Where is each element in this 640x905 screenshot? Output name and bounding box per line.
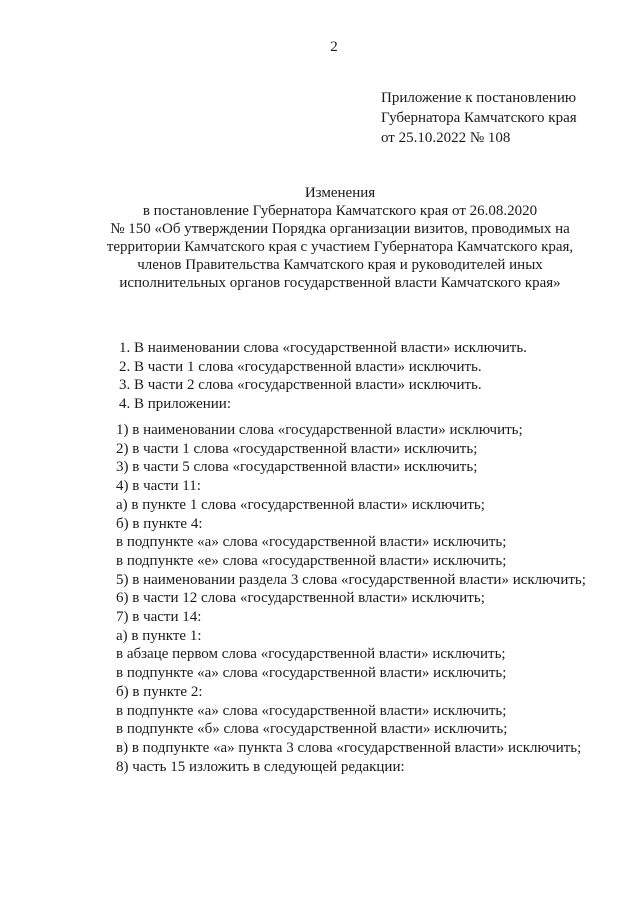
appendix-line: от 25.10.2022 № 108	[381, 130, 511, 146]
list-item: 6) в части 12 слова «государственной власти» исключить;	[116, 590, 485, 607]
list-item: 4) в части 11:	[116, 478, 201, 495]
list-item: а) в пункте 1 слова «государственной власти» исключить;	[116, 496, 485, 513]
list-item: в подпункте «е» слова «государственной власти» исключить;	[116, 552, 507, 569]
title-line: в постановление Губернатора Камчатского края от 26.08.2020	[142, 203, 538, 219]
list-item: в) в подпункте «а» пункта 3 слова «государственной власти» исключить;	[116, 739, 582, 756]
appendix-line: Губернатора Камчатского края	[381, 110, 577, 126]
title-line: № 150 «Об утверждении Порядка организации визитов, проводимых на	[110, 221, 570, 237]
list-item: 1) в наименовании слова «государственной власти» исключить;	[116, 422, 523, 438]
list-item: 3. В части 2 слова «государственной власти» исключить.	[119, 377, 482, 393]
list-item: 1. В наименовании слова «государственной власти» исключить.	[119, 340, 527, 356]
appendix-header	[381, 88, 577, 148]
list-item: в подпункте «б» слова «государственной власти» исключить;	[116, 721, 508, 738]
list-item: 7) в части 14:	[116, 609, 202, 626]
list-item: 2. В части 1 слова «государственной власти» исключить.	[119, 358, 482, 375]
title-line: исполнительных органов государственной власти Камчатского края»	[119, 275, 561, 291]
list-item: 4. В приложении:	[119, 395, 231, 412]
list-item: 3) в части 5 слова «государственной власти» исключить;	[116, 459, 478, 476]
list-item: 5) в наименовании раздела 3 слова «государственной власти» исключить;	[116, 571, 586, 588]
list-item: а) в пункте 1:	[116, 627, 202, 644]
document-title	[90, 184, 590, 292]
list-item: в подпункте «а» слова «государственной власти» исключить;	[116, 702, 507, 719]
list-item: 8) часть 15 изложить в следующей редакции:	[116, 758, 405, 775]
list-item: в абзаце первом слова «государственной власти» исключить;	[116, 646, 506, 663]
title-line: Изменения	[304, 185, 376, 201]
amendment-list	[116, 421, 586, 776]
appendix-line: Приложение к постановлению	[381, 90, 577, 106]
list-item: в подпункте «а» слова «государственной власти» исключить;	[116, 665, 507, 682]
list-item: б) в пункте 2:	[116, 683, 203, 700]
list-item: в подпункте «а» слова «государственной власти» исключить;	[116, 534, 507, 551]
title-line: членов Правительства Камчатского края и руководителей иных	[137, 257, 543, 273]
list-item: б) в пункте 4:	[116, 515, 203, 532]
page-number: 2	[330, 39, 338, 55]
list-item: 2) в части 1 слова «государственной власти» исключить;	[116, 440, 478, 457]
title-line: территории Камчатского края с участием Губернатора Камчатского края,	[106, 239, 574, 255]
numbered-items	[119, 339, 527, 413]
